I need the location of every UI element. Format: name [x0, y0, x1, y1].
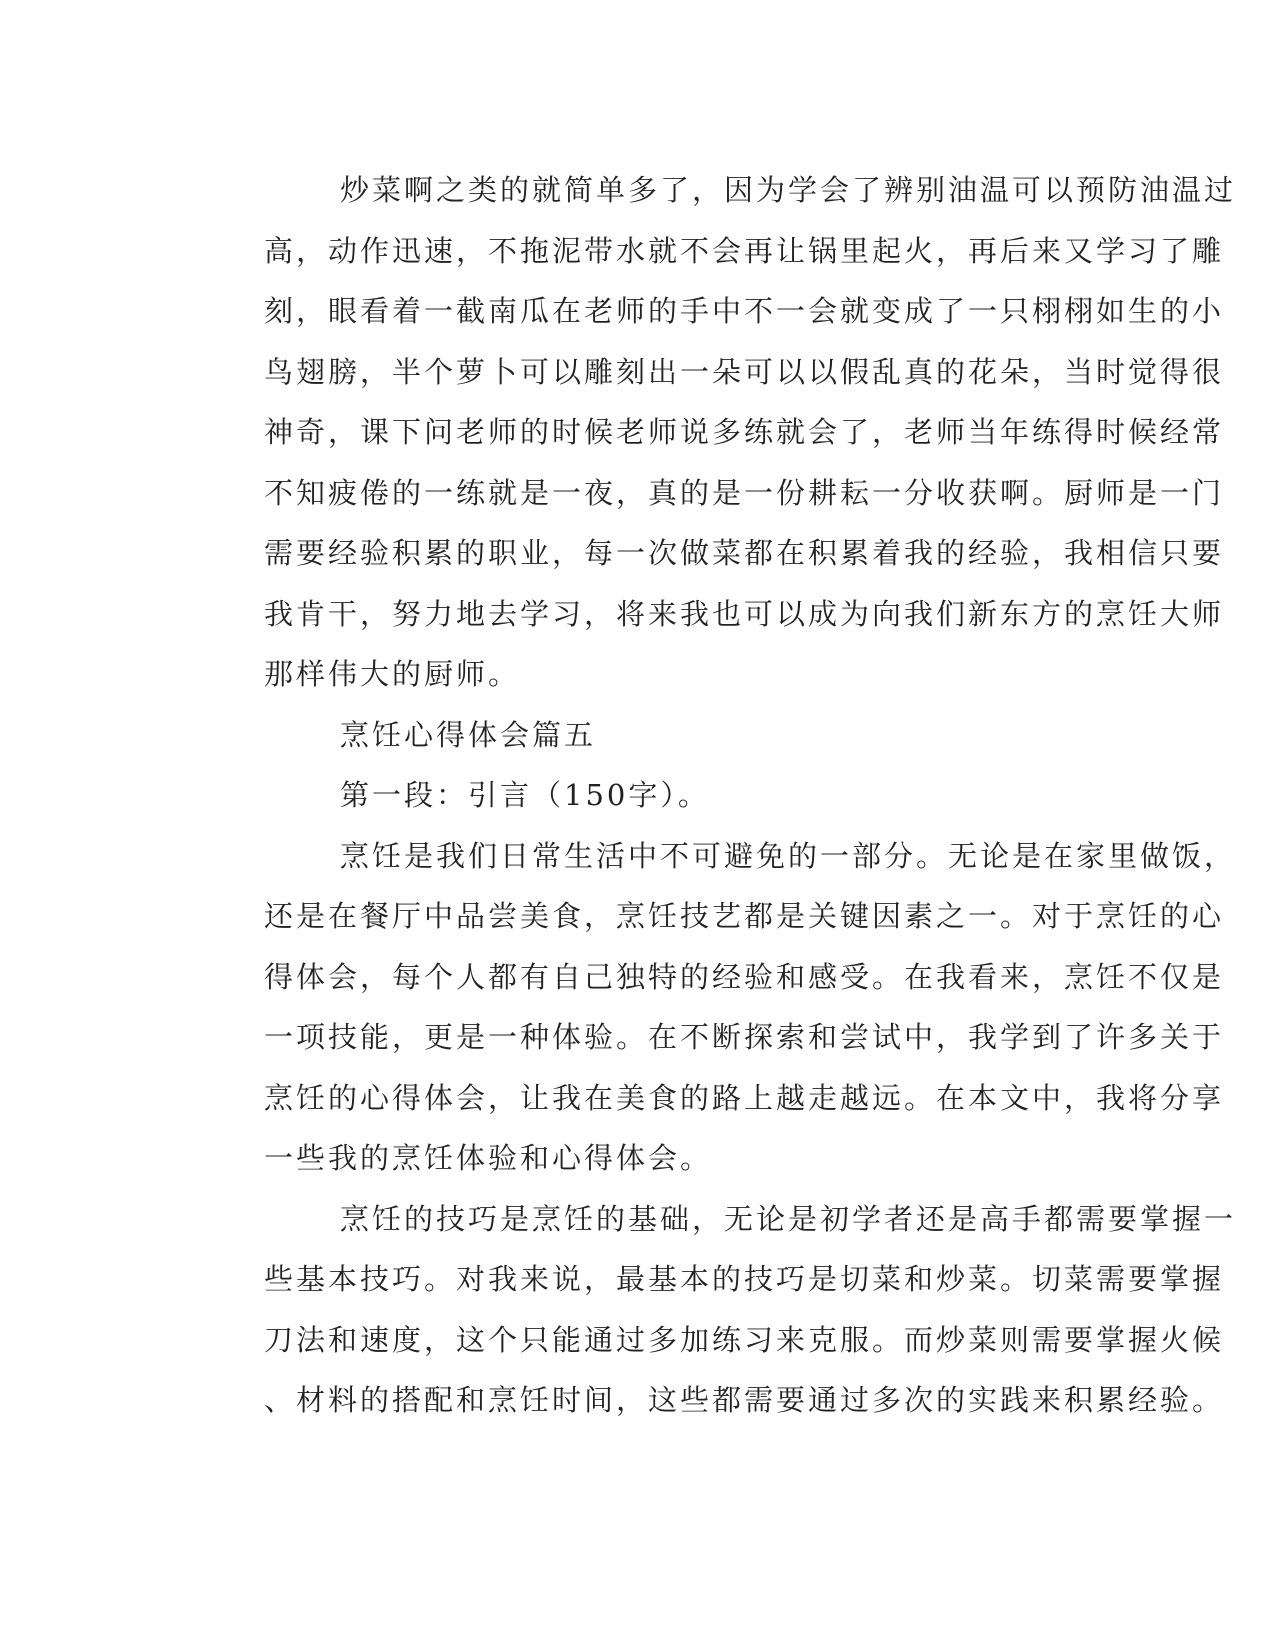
- heading-line: 烹饪心得体会篇五: [340, 717, 597, 752]
- text-line: 刻，眼看着一截南瓜在老师的手中不一会就变成了一只栩栩如生的小: [264, 294, 1225, 328]
- text-line: 我肯干，努力地去学习，将来我也可以成为向我们新东方的烹饪大师: [264, 596, 1225, 631]
- text-line: 还是在餐厅中品尝美食，烹饪技艺都是关键因素之一。对于烹饪的心: [264, 899, 1225, 933]
- text-line: 烹饪是我们日常生活中不可避免的一部分。无论是在家里做饭，: [340, 838, 1237, 873]
- paragraph-cooking-skills: [188, 1189, 1237, 1431]
- text-line: 烹饪的技巧是烹饪的基础，无论是初学者还是高手都需要掌握一: [340, 1201, 1237, 1236]
- text-line: 高，动作迅速，不拖泥带水就不会再让锅里起火，再后来又学习了雕: [264, 233, 1225, 268]
- text-line: 些基本技巧。对我来说，最基本的技巧是切菜和炒菜。切菜需要掌握: [264, 1262, 1225, 1296]
- text-line: 不知疲倦的一练就是一夜，真的是一份耕耘一分收获啊。厨师是一门: [264, 475, 1225, 510]
- text-line: 、材料的搭配和烹饪时间，这些都需要通过多次的实践来积累经验。: [264, 1383, 1225, 1417]
- text-line: 得体会，每个人都有自己独特的经验和感受。在我看来，烹饪不仅是: [264, 959, 1225, 994]
- section-heading: [188, 705, 1068, 766]
- text-line: 炒菜啊之类的就简单多了，因为学会了辨别油温可以预防油温过: [340, 173, 1237, 207]
- text-line: 刀法和速度，这个只能通过多加练习来克服。而炒菜则需要掌握火候: [264, 1322, 1225, 1357]
- text-line: 烹饪的心得体会，让我在美食的路上越走越远。在本文中，我将分享: [264, 1080, 1225, 1115]
- text-line: 需要经验积累的职业，每一次做菜都在积累着我的经验，我相信只要: [264, 536, 1225, 570]
- text-line: 一项技能，更是一种体验。在不断探索和尝试中，我学到了许多关于: [264, 1020, 1225, 1054]
- text-line: 神奇，课下问老师的时候老师说多练就会了，老师当年练得时候经常: [264, 415, 1225, 449]
- document-body: [188, 160, 1237, 1431]
- text-line: 一些我的烹饪体验和心得体会。: [264, 1141, 713, 1175]
- paragraph-introduction: [188, 826, 1237, 1189]
- text-line: 那样伟大的厨师。: [264, 657, 521, 691]
- text-line: 鸟翅膀，半个萝卜可以雕刻出一朵可以以假乱真的花朵，当时觉得很: [264, 354, 1225, 389]
- subheading-line: 第一段：引言（150字）。: [340, 778, 710, 812]
- subsection-heading: [188, 765, 1068, 826]
- paragraph-cooking-practice: [188, 160, 1237, 705]
